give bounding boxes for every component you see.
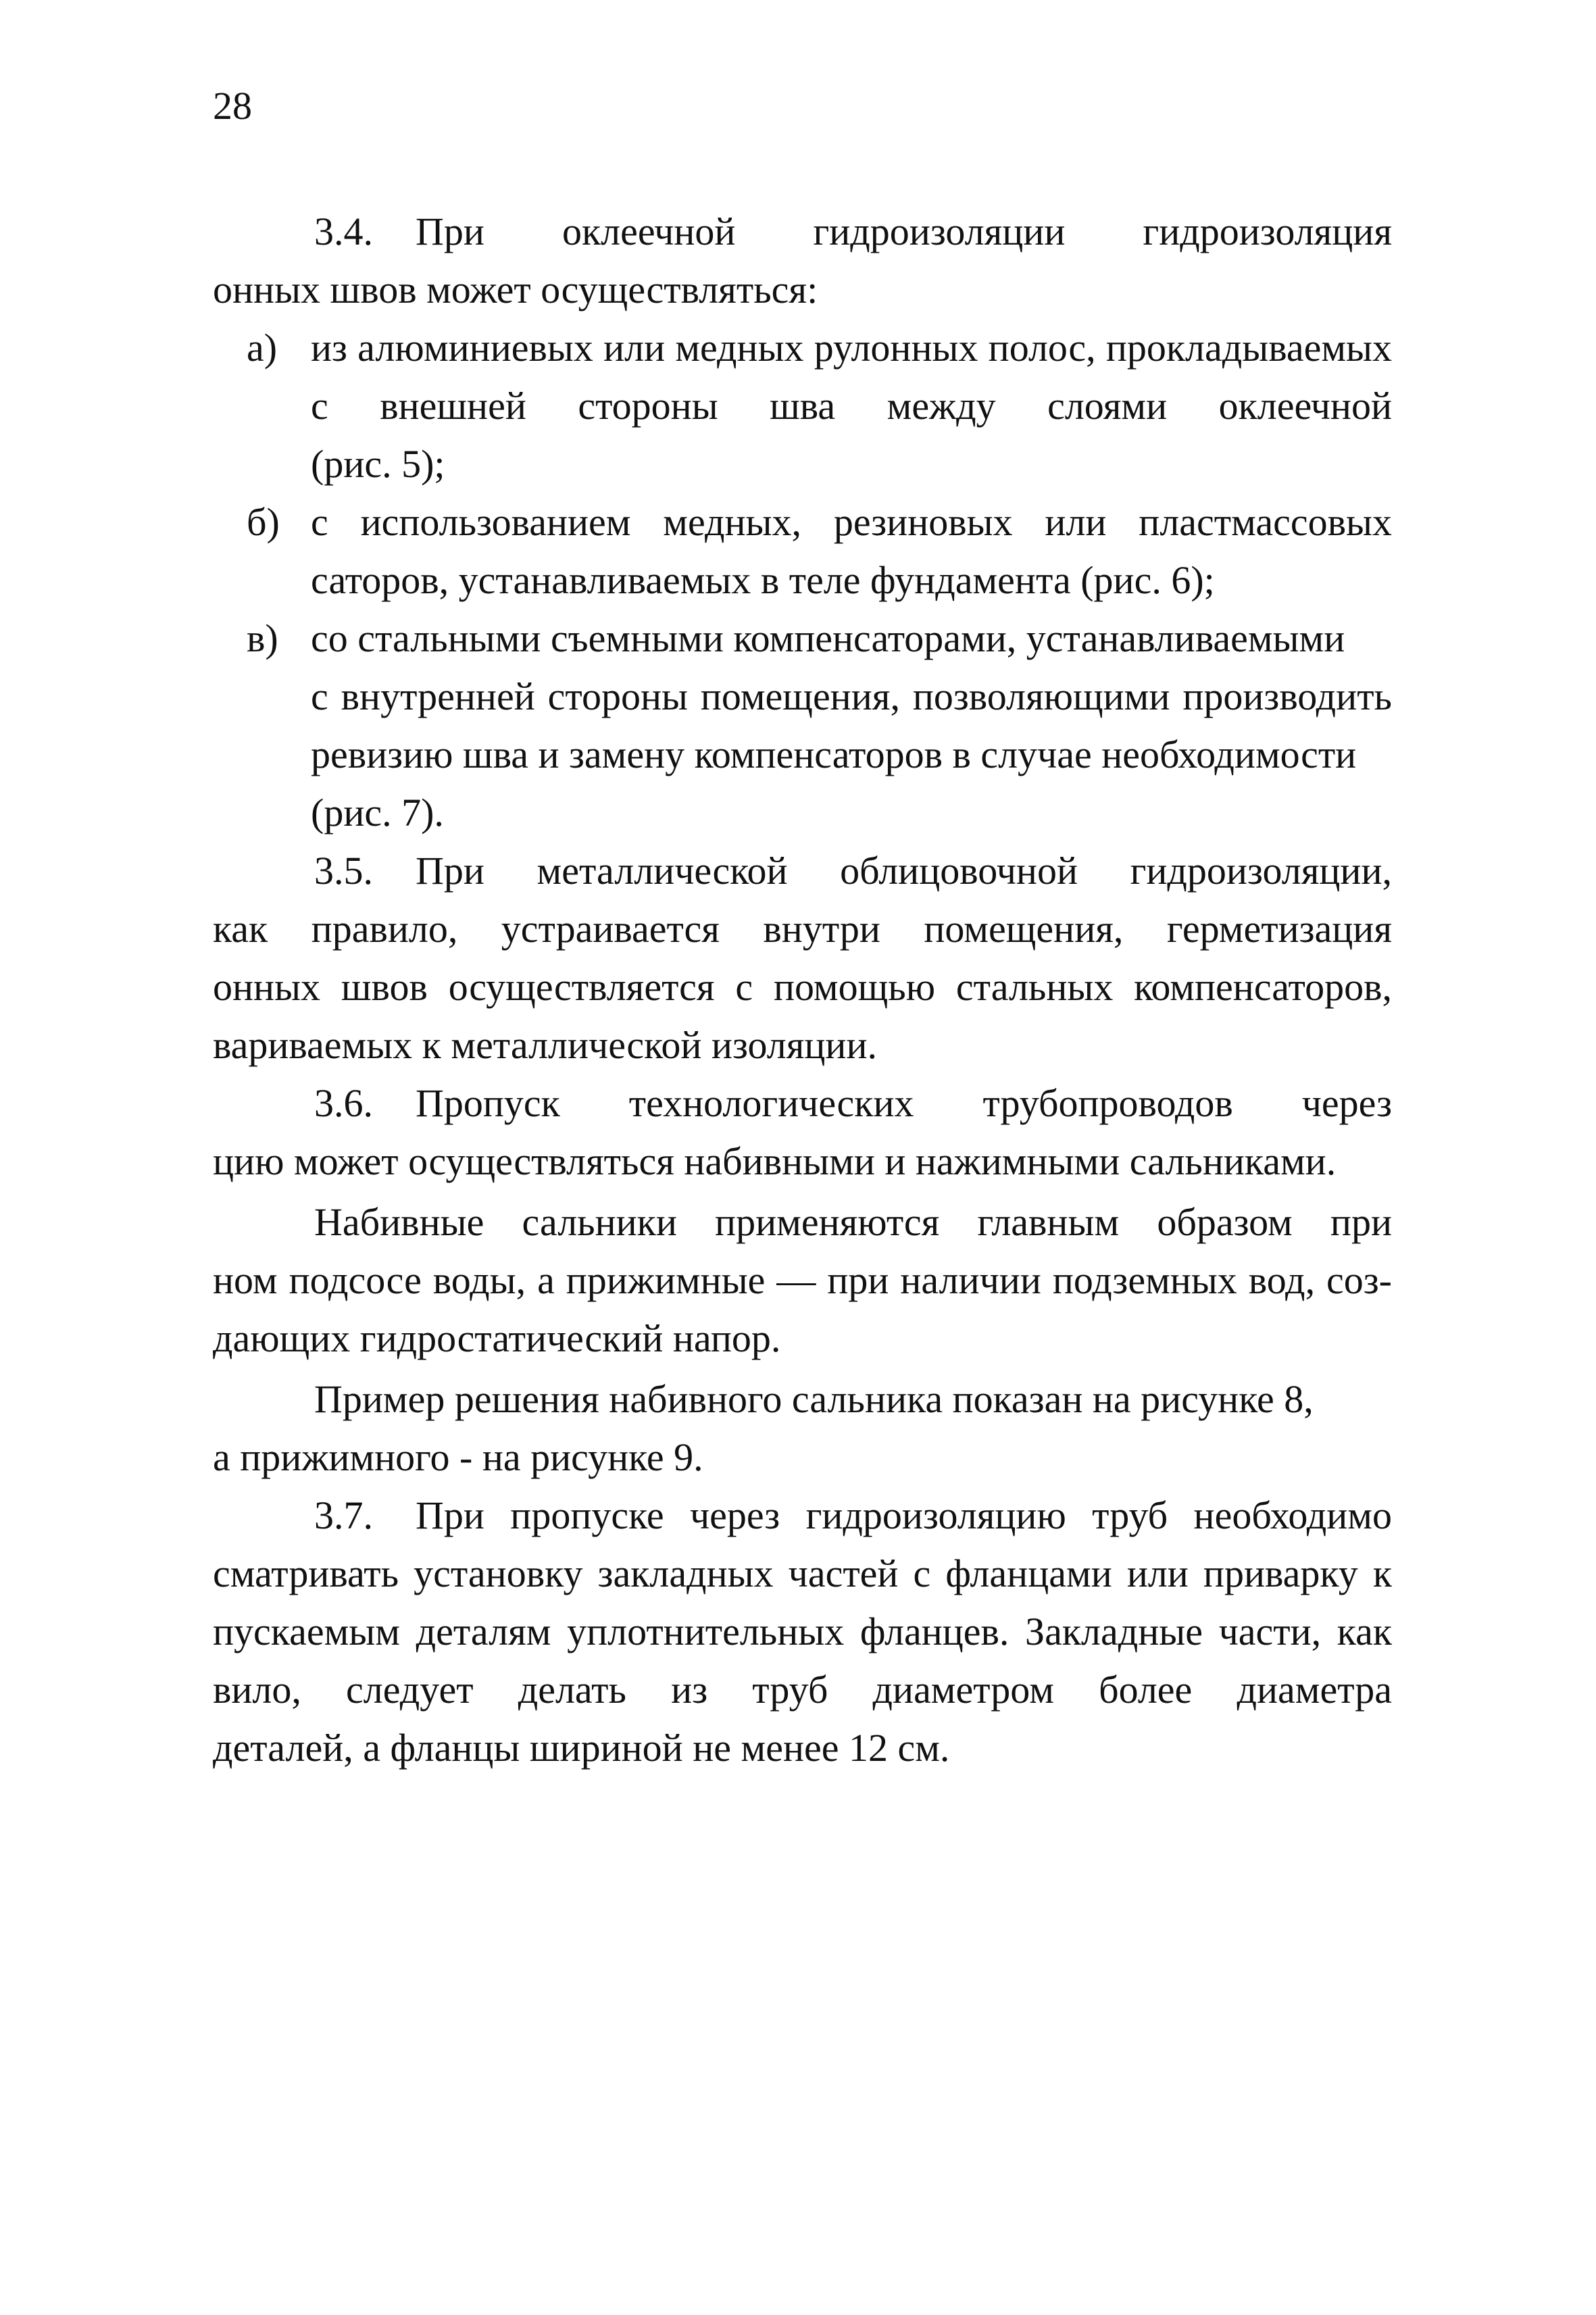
list-item-b bbox=[213, 493, 1392, 609]
section-3-4-line-1: 3.4. При оклеечной гидроизоляции гидроизоляция bbox=[213, 203, 1392, 261]
list-item-c-line-3: ревизию шва и замену компенсаторов в случае необходимости bbox=[311, 732, 1357, 776]
section-3-7 bbox=[213, 1487, 1392, 1777]
section-number-3-5: 3.5. bbox=[314, 849, 373, 893]
section-3-7-line-4: вило, следует делать из труб диаметром более диаметра bbox=[213, 1668, 1392, 1712]
section-3-5-line-4: вариваемых к металлической изоляции. bbox=[213, 1023, 877, 1067]
page-number: 28 bbox=[213, 84, 252, 128]
section-3-6 bbox=[213, 1074, 1392, 1191]
section-number-3-4: 3.4. bbox=[314, 209, 373, 253]
list-item-a-line-2: с внешней стороны шва между слоями оклеечной bbox=[311, 384, 1392, 428]
section-3-7-line-3: пускаемым деталям уплотнительных фланцев. Закладные части, как bbox=[213, 1610, 1392, 1653]
section-3-5 bbox=[213, 842, 1392, 1074]
section-3-6-line-2: цию может осуществляться набивными и нажимными сальниками. bbox=[213, 1139, 1337, 1183]
stuffing-glands-paragraph bbox=[213, 1193, 1392, 1368]
section-3-5-line-3: онных швов осуществляется с помощью стальных компенсаторов, bbox=[213, 965, 1392, 1009]
example-line-1: Пример решения набивного сальника показан на рисунке 8, bbox=[314, 1377, 1314, 1421]
section-3-4-line-2: онных швов может осуществляться: bbox=[213, 268, 818, 312]
example-line-2: а прижимного - на рисунке 9. bbox=[213, 1435, 703, 1479]
section-number-3-6: 3.6. bbox=[314, 1081, 373, 1125]
joint-sealing-options-list bbox=[213, 319, 1392, 842]
section-3-5-line-2: как правило, устраивается внутри помещения, герметизация bbox=[213, 907, 1392, 951]
section-3-7-line-5: деталей, а фланцы шириной не менее 12 см. bbox=[213, 1726, 950, 1770]
page-content bbox=[213, 203, 1392, 1777]
section-3-7-line-2: сматривать установку закладных частей с фланцами или приварку к bbox=[213, 1551, 1392, 1595]
stuffing-line-1: Набивные сальники применяются главным образом при bbox=[314, 1200, 1392, 1244]
stuffing-line-3: дающих гидростатический напор. bbox=[213, 1316, 781, 1360]
list-item-b-line-1: с использованием медных, резиновых или пластмассовых bbox=[311, 500, 1392, 544]
section-3-7-line-1: 3.7. При пропуске через гидроизоляцию труб необходимо bbox=[213, 1487, 1392, 1545]
list-marker-a: а) bbox=[247, 326, 278, 370]
section-3-6-line-1: 3.6. Пропуск технологических трубопроводов через bbox=[213, 1074, 1392, 1132]
section-number-3-7: 3.7. bbox=[314, 1493, 373, 1537]
section-3-5-line-1: 3.5. При металлической облицовочной гидроизоляции, bbox=[213, 842, 1392, 900]
list-item-c bbox=[213, 609, 1392, 842]
list-item-a-line-1: из алюминиевых или медных рулонных полос, прокладываемых bbox=[311, 326, 1392, 370]
list-item-c-line-1: со стальными съемными компенсаторами, устанавливаемыми bbox=[311, 616, 1345, 660]
list-item-c-line-4: (рис. 7). bbox=[311, 791, 444, 835]
list-item-b-line-2: саторов, устанавливаемых в теле фундамента (рис. 6); bbox=[311, 558, 1215, 602]
section-3-4 bbox=[213, 203, 1392, 319]
stuffing-line-2: ном подсосе воды, а прижимные — при наличии подземных вод, соз- bbox=[213, 1258, 1392, 1302]
example-paragraph bbox=[213, 1370, 1392, 1487]
list-marker-c: в) bbox=[247, 616, 278, 660]
list-item-a-line-3: (рис. 5); bbox=[311, 442, 445, 486]
list-item-a bbox=[213, 319, 1392, 493]
list-item-c-line-2: с внутренней стороны помещения, позволяющими производить bbox=[311, 674, 1392, 718]
list-marker-b: б) bbox=[247, 500, 280, 544]
